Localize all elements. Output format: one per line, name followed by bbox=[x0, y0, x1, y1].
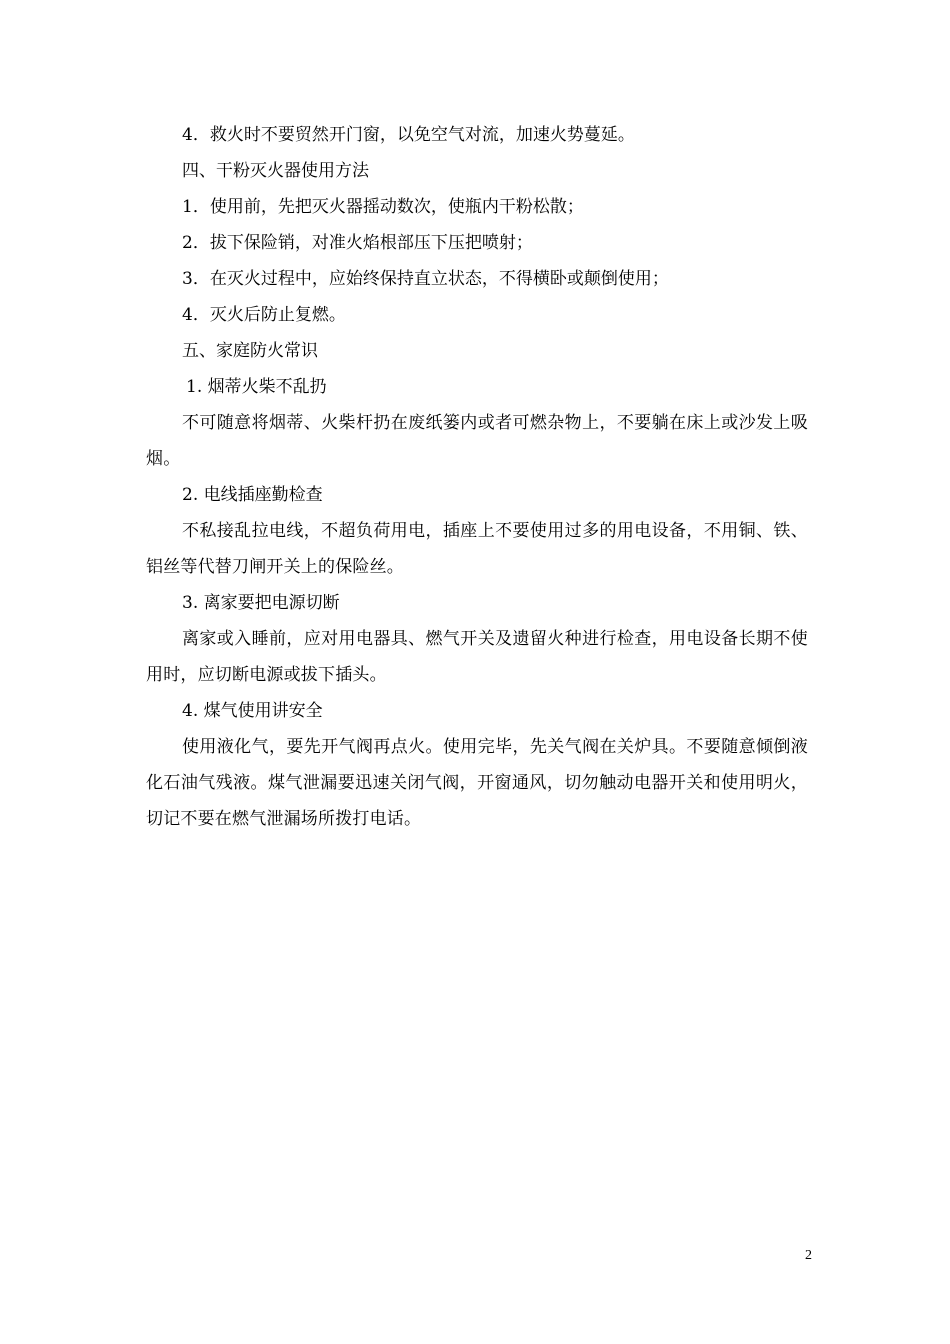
extinguisher-step-3: 3．在灭火过程中，应始终保持直立状态，不得横卧或颠倒使用； bbox=[182, 269, 669, 289]
home-safety-body-2: 不私接乱拉电线，不超负荷用电，插座上不要使用过多的用电设备，不用铜、铁、铝丝等代替刀闸开关上的保险丝。 bbox=[146, 521, 808, 577]
fire-rescue-tip-4: 4．救火时不要贸然开门窗，以免空气对流，加速火势蔓延。 bbox=[182, 125, 635, 145]
home-safety-body-3: 离家或入睡前，应对用电器具、燃气开关及遗留火种进行检查，用电设备长期不使用时，应切断电源或拔下插头。 bbox=[146, 629, 808, 685]
home-safety-heading-2: 2. 电线插座勤检查 bbox=[182, 485, 323, 505]
home-safety-body-4: 使用液化气，要先开气阀再点火。使用完毕，先关气阀在关炉具。不要随意倾倒液化石油气残液。煤气泄漏要迅速关闭气阀，开窗通风，切勿触动电器开关和使用明火，切记不要在燃气泄漏场所拨打电话。 bbox=[146, 737, 808, 829]
section-heading-home-safety: 五、家庭防火常识 bbox=[182, 341, 318, 361]
home-safety-heading-1: 1. 烟蒂火柴不乱扔 bbox=[186, 377, 327, 397]
extinguisher-step-2: 2．拔下保险销，对准火焰根部压下压把喷射； bbox=[182, 233, 533, 253]
extinguisher-step-1: 1．使用前，先把灭火器摇动数次，使瓶内干粉松散； bbox=[182, 197, 584, 217]
page-number: 2 bbox=[805, 1248, 812, 1263]
document-body bbox=[146, 117, 808, 837]
home-safety-heading-3: 3. 离家要把电源切断 bbox=[182, 593, 340, 613]
home-safety-heading-4: 4. 煤气使用讲安全 bbox=[182, 701, 323, 721]
section-heading-extinguisher: 四、干粉灭火器使用方法 bbox=[182, 161, 369, 181]
extinguisher-step-4: 4．灭火后防止复燃。 bbox=[182, 305, 346, 325]
home-safety-body-1: 不可随意将烟蒂、火柴杆扔在废纸篓内或者可燃杂物上，不要躺在床上或沙发上吸烟。 bbox=[146, 413, 808, 469]
